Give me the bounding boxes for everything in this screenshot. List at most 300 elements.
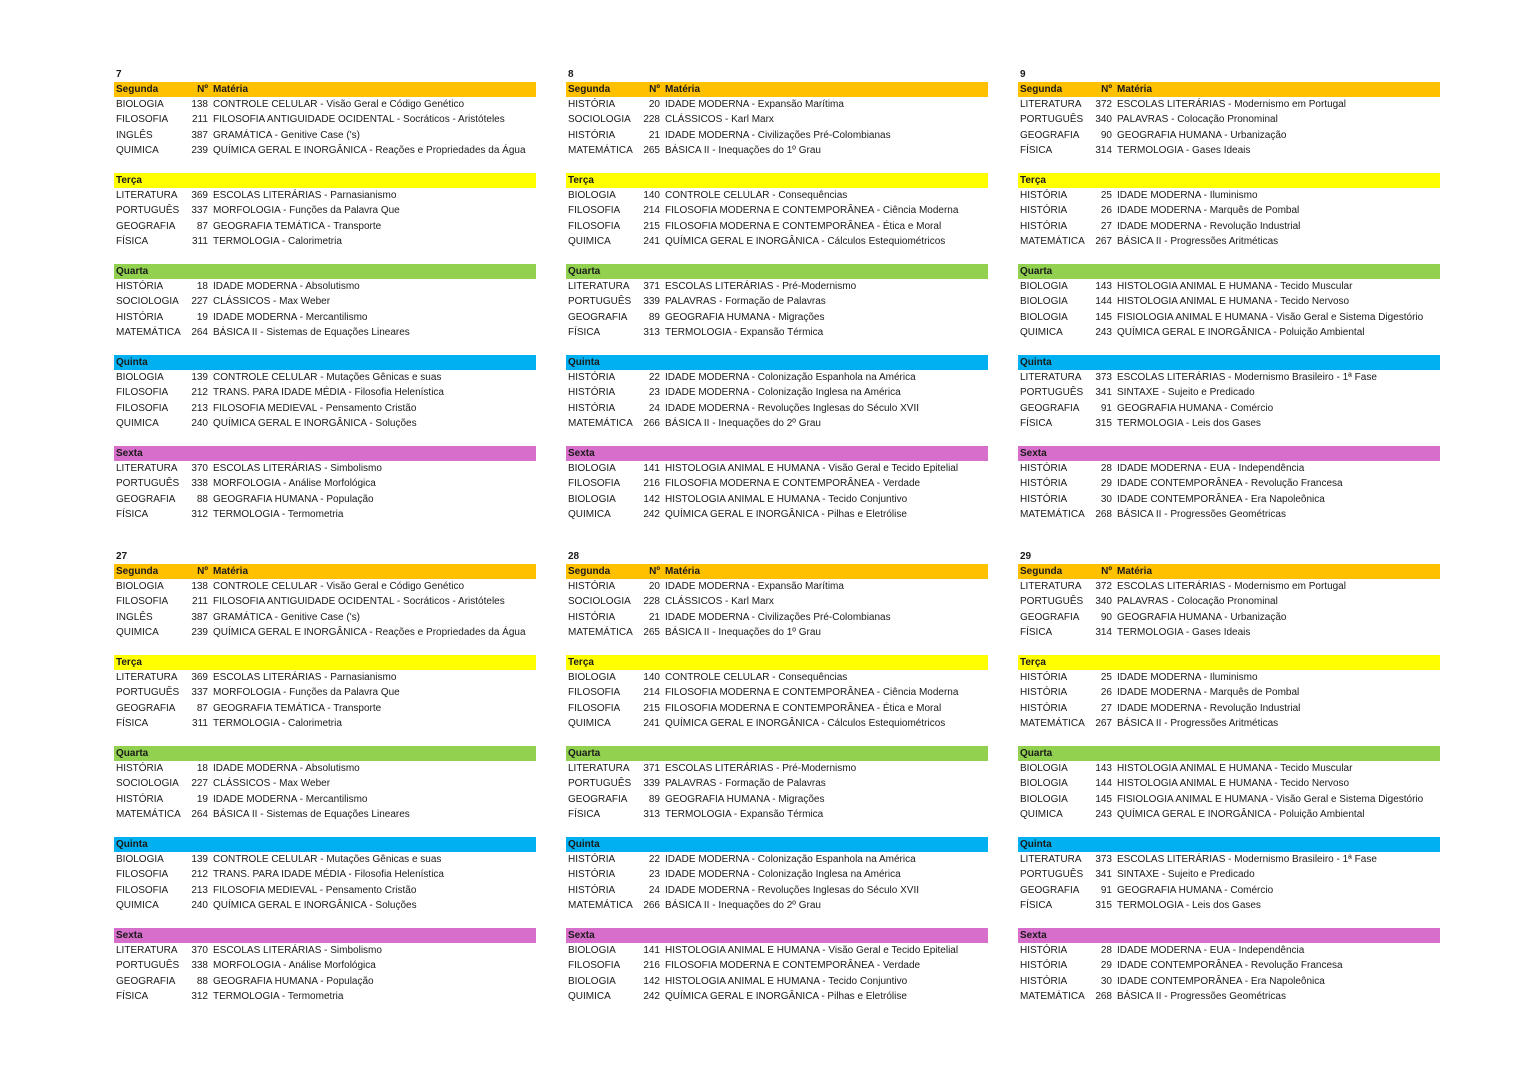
day-label: Quinta — [568, 357, 600, 368]
topic-cell: HISTOLOGIA ANIMAL E HUMANA - Visão Geral e Tecido Epitelial — [665, 463, 959, 474]
table-row — [1018, 807, 1440, 822]
week-number: 29 — [1020, 551, 1032, 562]
table-row — [114, 188, 536, 203]
table-row — [114, 385, 536, 400]
topic-cell: BÁSICA II - Sistemas de Equações Lineares — [213, 326, 410, 338]
table-row — [1018, 883, 1440, 898]
table-row — [566, 203, 988, 218]
lesson-number-cell: 266 — [643, 899, 660, 911]
table-row — [1018, 701, 1440, 716]
topic-cell: TERMOLOGIA - Calorimetria — [213, 235, 342, 247]
subject-cell: HISTÓRIA — [1020, 672, 1068, 683]
day-block — [566, 655, 988, 731]
subject-cell: BIOLOGIA — [568, 945, 616, 956]
subject-cell: HISTÓRIA — [116, 311, 164, 323]
lesson-number-cell: 242 — [643, 508, 660, 520]
column-header-num — [1092, 355, 1112, 370]
topic-cell: QUÍMICA GERAL E INORGÂNICA - Reações e Propriedades da Água — [213, 144, 526, 156]
day-header — [1018, 82, 1440, 97]
topic-cell: IDADE MODERNA - Marquês de Pombal — [1117, 687, 1300, 699]
topic-cell: FILOSOFIA MODERNA E CONTEMPORÂNEA - Ética e Moral — [665, 702, 942, 714]
lesson-number-cell: 216 — [643, 960, 660, 972]
table-row — [114, 943, 536, 958]
column-header-materia — [660, 746, 665, 761]
table-row — [114, 867, 536, 882]
table-row — [566, 188, 988, 203]
subject-cell: HISTÓRIA — [568, 581, 616, 592]
lesson-number-cell: 387 — [191, 611, 208, 623]
table-row — [114, 761, 536, 776]
subject-cell: MATEMÁTICA — [1020, 717, 1085, 729]
subject-cell: HISTÓRIA — [1020, 190, 1068, 201]
topic-cell: BÁSICA II - Progressões Aritméticas — [1117, 717, 1279, 729]
table-row — [566, 625, 988, 640]
table-row — [566, 507, 988, 522]
column-header-num — [640, 655, 660, 670]
lesson-number-cell: 143 — [1095, 281, 1112, 292]
subject-cell: FÍSICA — [1020, 626, 1053, 638]
subject-cell: FILOSOFIA — [568, 687, 621, 699]
subject-cell: LITERATURA — [116, 945, 178, 956]
topic-cell: QUÍMICA GERAL E INORGÂNICA - Poluição Ambiental — [1117, 326, 1365, 338]
column-header-materia — [208, 655, 213, 670]
table-row — [1018, 958, 1440, 973]
column-header-materia — [1112, 173, 1117, 188]
lesson-number-cell: 27 — [1100, 220, 1112, 232]
subject-cell: GEOGRAFIA — [568, 793, 628, 805]
day-block — [114, 837, 536, 913]
table-row — [1018, 852, 1440, 867]
column-header-materia — [660, 355, 665, 370]
topic-cell: IDADE MODERNA - Revoluções Inglesas do Século XVII — [665, 402, 919, 414]
topic-cell: BÁSICA II - Progressões Geométricas — [1117, 990, 1286, 1002]
topic-cell: HISTOLOGIA ANIMAL E HUMANA - Tecido Muscular — [1117, 763, 1353, 774]
subject-cell: PORTUGUÊS — [1020, 387, 1084, 399]
table-row — [566, 325, 988, 340]
table-row — [566, 594, 988, 609]
lesson-number-cell: 373 — [1095, 854, 1112, 865]
day-label: Sexta — [568, 448, 595, 459]
topic-cell: HISTOLOGIA ANIMAL E HUMANA - Tecido Conjuntivo — [665, 493, 908, 505]
subject-cell: LITERATURA — [1020, 372, 1082, 383]
topic-cell: IDADE MODERNA - Colonização Inglesa na América — [665, 869, 901, 881]
table-row — [1018, 294, 1440, 309]
table-row — [1018, 507, 1440, 522]
subject-cell: HISTÓRIA — [568, 402, 616, 414]
table-row — [566, 461, 988, 476]
lesson-number-cell: 313 — [643, 808, 660, 820]
table-row — [1018, 867, 1440, 882]
column-header-materia — [660, 264, 665, 279]
topic-cell: QUÍMICA GERAL E INORGÂNICA - Soluções — [213, 899, 417, 911]
day-label: Segunda — [116, 566, 159, 577]
table-row — [566, 579, 988, 594]
lesson-number-cell: 21 — [648, 129, 660, 141]
lesson-number-cell: 20 — [648, 581, 660, 592]
subject-cell: FILOSOFIA — [116, 869, 169, 881]
column-header-num — [1092, 264, 1112, 279]
lesson-number-cell: 313 — [643, 326, 660, 338]
day-label: Terça — [116, 657, 142, 668]
lesson-number-cell: 26 — [1100, 205, 1112, 217]
table-row — [114, 219, 536, 234]
lesson-number-cell: 311 — [192, 235, 208, 247]
day-block — [1018, 173, 1440, 249]
lesson-number-cell: 371 — [643, 763, 660, 774]
topic-cell: ESCOLAS LITERÁRIAS - Parnasianismo — [213, 190, 397, 201]
lesson-number-cell: 339 — [643, 778, 660, 790]
table-row — [566, 852, 988, 867]
week-schedule — [114, 550, 536, 1004]
subject-cell: QUIMICA — [1020, 326, 1063, 338]
table-row — [566, 761, 988, 776]
lesson-number-cell: 87 — [196, 702, 208, 714]
subject-cell: BIOLOGIA — [568, 975, 616, 987]
subject-cell: BIOLOGIA — [568, 190, 616, 201]
lesson-number-cell: 264 — [191, 326, 208, 338]
topic-cell: CONTROLE CELULAR - Mutações Gênicas e suas — [213, 372, 442, 383]
subject-cell: LITERATURA — [568, 763, 630, 774]
topic-cell: ESCOLAS LITERÁRIAS - Simbolismo — [213, 463, 382, 474]
topic-cell: FILOSOFIA ANTIGUIDADE OCIDENTAL - Socráticos - Aristóteles — [213, 596, 505, 608]
day-header — [566, 928, 988, 943]
subject-cell: HISTÓRIA — [1020, 975, 1068, 987]
topic-cell: CONTROLE CELULAR - Mutações Gênicas e suas — [213, 854, 442, 865]
column-header-num — [188, 264, 208, 279]
topic-cell: FISIOLOGIA ANIMAL E HUMANA - Visão Geral e Sistema Digestório — [1117, 311, 1424, 323]
lesson-number-cell: 144 — [1095, 778, 1112, 790]
subject-cell: BIOLOGIA — [1020, 281, 1068, 292]
column-header-materia — [660, 837, 665, 852]
day-block — [566, 82, 988, 158]
topic-cell: HISTOLOGIA ANIMAL E HUMANA - Tecido Muscular — [1117, 281, 1353, 292]
lesson-number-cell: 139 — [191, 854, 208, 865]
day-header — [1018, 564, 1440, 579]
lesson-number-cell: 91 — [1100, 884, 1112, 896]
topic-cell: CONTROLE CELULAR - Visão Geral e Código Genético — [213, 581, 465, 592]
table-row — [566, 958, 988, 973]
table-row — [114, 958, 536, 973]
lesson-number-cell: 90 — [1100, 611, 1112, 623]
subject-cell: QUIMICA — [116, 899, 159, 911]
table-row — [114, 476, 536, 491]
lesson-number-cell: 21 — [648, 611, 660, 623]
subject-cell: FILOSOFIA — [568, 960, 621, 972]
topic-cell: IDADE MODERNA - Colonização Inglesa na América — [665, 387, 901, 399]
topic-cell: HISTOLOGIA ANIMAL E HUMANA - Tecido Nervoso — [1117, 296, 1350, 308]
topic-cell: CLÁSSICOS - Max Weber — [213, 778, 331, 790]
table-row — [114, 701, 536, 716]
table-row — [114, 416, 536, 431]
lesson-number-cell: 227 — [191, 296, 208, 308]
lesson-number-cell: 22 — [648, 854, 660, 865]
table-row — [114, 492, 536, 507]
day-header — [1018, 746, 1440, 761]
subject-cell: GEOGRAFIA — [1020, 884, 1080, 896]
day-header — [566, 837, 988, 852]
topic-cell: GEOGRAFIA TEMÁTICA - Transporte — [213, 702, 382, 714]
subject-cell: LITERATURA — [116, 672, 178, 683]
lesson-number-cell: 337 — [191, 687, 208, 699]
subject-cell: FILOSOFIA — [116, 387, 169, 399]
topic-cell: BÁSICA II - Sistemas de Equações Lineares — [213, 808, 410, 820]
lesson-number-cell: 212 — [191, 387, 208, 399]
day-header — [566, 564, 988, 579]
lesson-number-cell: 23 — [648, 869, 660, 881]
topic-cell: BÁSICA II - Inequações do 1º Grau — [665, 626, 821, 638]
topic-cell: HISTOLOGIA ANIMAL E HUMANA - Tecido Nervoso — [1117, 778, 1350, 790]
topic-cell: SINTAXE - Sujeito e Predicado — [1117, 869, 1255, 881]
column-header-materia — [1112, 446, 1117, 461]
table-row — [114, 852, 536, 867]
day-label: Terça — [568, 657, 594, 668]
table-row — [114, 294, 536, 309]
table-row — [114, 625, 536, 640]
table-row — [1018, 761, 1440, 776]
topic-cell: GEOGRAFIA HUMANA - Urbanização — [1117, 611, 1287, 623]
topic-cell: IDADE MODERNA - Colonização Espanhola na América — [665, 372, 916, 383]
topic-cell: IDADE MODERNA - Civilizações Pré-Colombianas — [665, 611, 891, 623]
table-row — [566, 776, 988, 791]
topic-cell: HISTOLOGIA ANIMAL E HUMANA - Tecido Conjuntivo — [665, 975, 908, 987]
table-row — [114, 112, 536, 127]
topic-cell: IDADE MODERNA - Expansão Marítima — [665, 99, 844, 110]
table-row — [114, 579, 536, 594]
subject-cell: LITERATURA — [116, 190, 178, 201]
lesson-number-cell: 312 — [191, 508, 208, 520]
topic-cell: IDADE MODERNA - Expansão Marítima — [665, 581, 844, 592]
column-header-num — [1092, 446, 1112, 461]
lesson-number-cell: 370 — [191, 945, 208, 956]
study-schedule-grid — [114, 68, 1440, 1004]
topic-cell: IDADE MODERNA - Colonização Espanhola na América — [665, 854, 916, 865]
subject-cell: GEOGRAFIA — [1020, 611, 1080, 623]
lesson-number-cell: 268 — [1095, 508, 1112, 520]
lesson-number-cell: 314 — [1095, 626, 1112, 638]
lesson-number-cell: 387 — [191, 129, 208, 141]
lesson-number-cell: 91 — [1100, 402, 1112, 414]
day-label: Quinta — [1020, 357, 1052, 368]
day-block — [1018, 564, 1440, 640]
week-schedule — [566, 550, 988, 1004]
table-row — [1018, 112, 1440, 127]
subject-cell: LITERATURA — [568, 281, 630, 292]
topic-cell: BÁSICA II - Inequações do 2º Grau — [665, 417, 821, 429]
table-row — [114, 898, 536, 913]
subject-cell: GEOGRAFIA — [116, 702, 176, 714]
day-header — [566, 82, 988, 97]
lesson-number-cell: 373 — [1095, 372, 1112, 383]
lesson-number-cell: 337 — [191, 205, 208, 217]
day-block — [566, 355, 988, 431]
topic-cell: GEOGRAFIA HUMANA - Urbanização — [1117, 129, 1287, 141]
day-block — [114, 564, 536, 640]
lesson-number-cell: 29 — [1100, 960, 1112, 972]
lesson-number-cell: 214 — [643, 687, 660, 699]
topic-cell: IDADE MODERNA - Marquês de Pombal — [1117, 205, 1300, 217]
lesson-number-cell: 339 — [643, 296, 660, 308]
column-header-num: Nº — [1101, 84, 1112, 95]
subject-cell: FÍSICA — [116, 717, 149, 729]
table-row — [1018, 128, 1440, 143]
subject-cell: HISTÓRIA — [1020, 463, 1068, 474]
day-label: Sexta — [1020, 930, 1047, 941]
lesson-number-cell: 371 — [643, 281, 660, 292]
lesson-number-cell: 90 — [1100, 129, 1112, 141]
subject-cell: PORTUGUÊS — [1020, 114, 1084, 126]
lesson-number-cell: 145 — [1095, 793, 1112, 805]
subject-cell: FILOSOFIA — [116, 884, 169, 896]
subject-cell: FILOSOFIA — [568, 702, 621, 714]
lesson-number-cell: 239 — [191, 626, 208, 638]
lesson-number-cell: 89 — [648, 311, 660, 323]
subject-cell: HISTÓRIA — [568, 99, 616, 110]
table-row — [1018, 401, 1440, 416]
column-header-num — [640, 264, 660, 279]
subject-cell: HISTÓRIA — [116, 763, 164, 774]
table-row — [1018, 974, 1440, 989]
lesson-number-cell: 267 — [1095, 235, 1112, 247]
table-row — [566, 128, 988, 143]
day-header — [1018, 446, 1440, 461]
day-block — [1018, 446, 1440, 522]
subject-cell: FILOSOFIA — [116, 114, 169, 126]
lesson-number-cell: 138 — [191, 99, 208, 110]
subject-cell: PORTUGUÊS — [568, 296, 632, 308]
day-header — [566, 446, 988, 461]
topic-cell: FILOSOFIA MEDIEVAL - Pensamento Cristão — [213, 884, 417, 896]
subject-cell: HISTÓRIA — [1020, 493, 1068, 505]
table-row — [566, 279, 988, 294]
table-row — [114, 989, 536, 1004]
column-header-materia — [1112, 837, 1117, 852]
day-block — [566, 928, 988, 1004]
column-header-num — [640, 446, 660, 461]
topic-cell: IDADE CONTEMPORÂNEA - Revolução Francesa — [1117, 478, 1343, 490]
table-row — [114, 594, 536, 609]
day-label: Terça — [1020, 657, 1046, 668]
week-number: 7 — [116, 69, 122, 80]
topic-cell: IDADE MODERNA - Iluminismo — [1117, 190, 1258, 201]
lesson-number-cell: 25 — [1100, 190, 1112, 201]
subject-cell: MATEMÁTICA — [568, 144, 633, 156]
topic-cell: TRANS. PARA IDADE MÉDIA - Filosofia Helenística — [213, 387, 444, 399]
subject-cell: BIOLOGIA — [116, 99, 164, 110]
column-header-num: Nº — [649, 566, 660, 577]
column-header-num — [188, 355, 208, 370]
topic-cell: TERMOLOGIA - Calorimetria — [213, 717, 342, 729]
subject-cell: HISTÓRIA — [116, 793, 164, 805]
day-block — [1018, 655, 1440, 731]
table-row — [566, 943, 988, 958]
table-row — [114, 143, 536, 158]
day-header — [1018, 837, 1440, 852]
table-row — [114, 370, 536, 385]
column-header-materia — [208, 173, 213, 188]
table-row — [1018, 594, 1440, 609]
subject-cell: MATEMÁTICA — [568, 899, 633, 911]
table-row — [566, 974, 988, 989]
topic-cell: IDADE MODERNA - Revoluções Inglesas do Século XVII — [665, 884, 919, 896]
lesson-number-cell: 228 — [643, 114, 660, 126]
subject-cell: QUIMICA — [116, 417, 159, 429]
lesson-number-cell: 141 — [643, 945, 660, 956]
table-row — [566, 867, 988, 882]
lesson-number-cell: 19 — [196, 793, 208, 805]
table-row — [566, 492, 988, 507]
table-row — [114, 234, 536, 249]
lesson-number-cell: 215 — [643, 702, 660, 714]
week-number: 8 — [568, 69, 574, 80]
day-header — [114, 655, 536, 670]
table-row — [1018, 416, 1440, 431]
column-header-num — [1092, 173, 1112, 188]
table-row — [1018, 188, 1440, 203]
day-header — [114, 746, 536, 761]
table-row — [1018, 792, 1440, 807]
subject-cell: HISTÓRIA — [1020, 478, 1068, 490]
topic-cell: GEOGRAFIA HUMANA - Comércio — [1117, 884, 1274, 896]
table-row — [566, 97, 988, 112]
lesson-number-cell: 369 — [191, 672, 208, 683]
topic-cell: QUÍMICA GERAL E INORGÂNICA - Pilhas e Eletrólise — [665, 990, 907, 1002]
lesson-number-cell: 265 — [643, 144, 660, 156]
topic-cell: TERMOLOGIA - Expansão Térmica — [665, 326, 824, 338]
lesson-number-cell: 19 — [196, 311, 208, 323]
topic-cell: IDADE MODERNA - Revolução Industrial — [1117, 702, 1301, 714]
topic-cell: IDADE MODERNA - Mercantilismo — [213, 793, 368, 805]
topic-cell: FILOSOFIA MODERNA E CONTEMPORÂNEA - Ciência Moderna — [665, 205, 959, 217]
subject-cell: BIOLOGIA — [1020, 778, 1068, 790]
table-row — [566, 807, 988, 822]
subject-cell: HISTÓRIA — [568, 372, 616, 383]
lesson-number-cell: 211 — [192, 114, 208, 126]
column-header-num — [1092, 746, 1112, 761]
lesson-number-cell: 369 — [191, 190, 208, 201]
week-schedule — [1018, 68, 1440, 522]
subject-cell: HISTÓRIA — [1020, 220, 1068, 232]
column-header-materia: Matéria — [665, 566, 701, 577]
lesson-number-cell: 314 — [1095, 144, 1112, 156]
subject-cell: GEOGRAFIA — [568, 311, 628, 323]
topic-cell: SINTAXE - Sujeito e Predicado — [1117, 387, 1255, 399]
table-row — [566, 310, 988, 325]
topic-cell: FILOSOFIA ANTIGUIDADE OCIDENTAL - Socráticos - Aristóteles — [213, 114, 505, 126]
topic-cell: FILOSOFIA MODERNA E CONTEMPORÂNEA - Verdade — [665, 960, 921, 972]
column-header-num — [188, 173, 208, 188]
lesson-number-cell: 88 — [196, 975, 208, 987]
table-row — [1018, 234, 1440, 249]
lesson-number-cell: 372 — [1095, 99, 1112, 110]
lesson-number-cell: 26 — [1100, 687, 1112, 699]
subject-cell: PORTUGUÊS — [116, 687, 180, 699]
subject-cell: HISTÓRIA — [568, 869, 616, 881]
table-row — [1018, 610, 1440, 625]
lesson-number-cell: 18 — [196, 763, 208, 774]
subject-cell: LITERATURA — [1020, 99, 1082, 110]
lesson-number-cell: 214 — [643, 205, 660, 217]
day-block — [114, 446, 536, 522]
topic-cell: TERMOLOGIA - Gases Ideais — [1117, 626, 1251, 638]
table-row — [1018, 625, 1440, 640]
topic-cell: GRAMÁTICA - Genitive Case ('s) — [213, 611, 360, 623]
table-row — [566, 219, 988, 234]
topic-cell: FILOSOFIA MODERNA E CONTEMPORÂNEA - Ciência Moderna — [665, 687, 959, 699]
lesson-number-cell: 25 — [1100, 672, 1112, 683]
topic-cell: IDADE MODERNA - Iluminismo — [1117, 672, 1258, 683]
lesson-number-cell: 20 — [648, 99, 660, 110]
day-label: Quinta — [116, 839, 148, 850]
